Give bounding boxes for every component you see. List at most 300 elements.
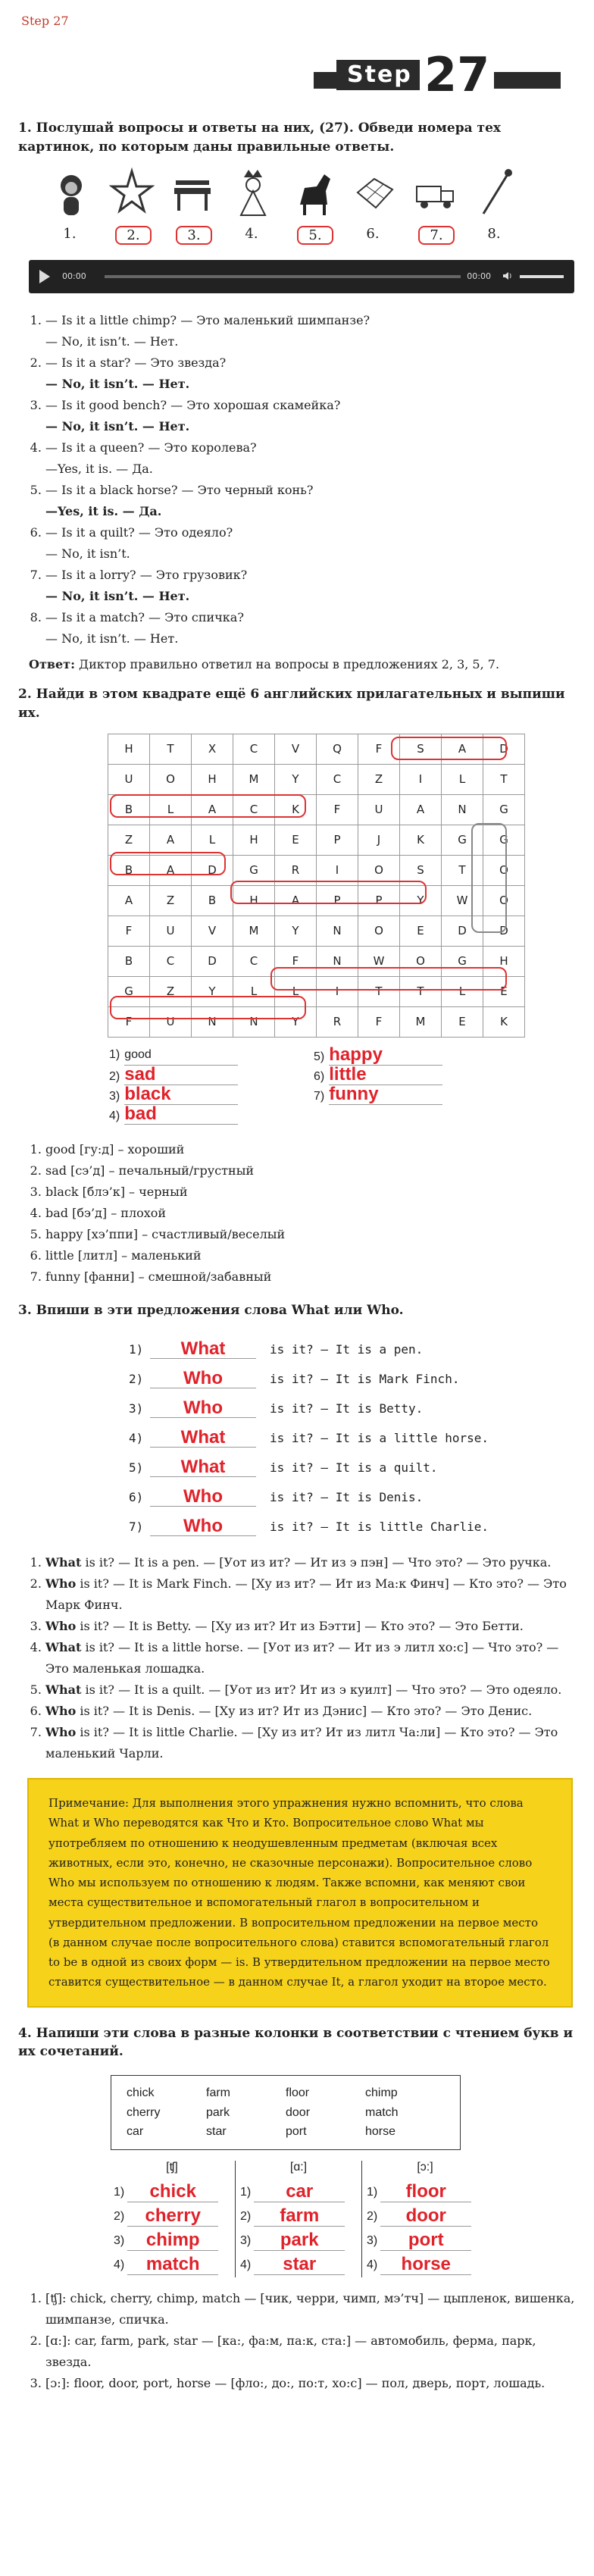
answer-row: [314, 1045, 442, 1066]
queen-icon: [230, 167, 276, 220]
vocab-item: 5. happy [хэ’ппи] – счастливый/веселый: [45, 1224, 576, 1245]
step-link[interactable]: Step 27: [21, 14, 69, 28]
picture-number: 6.: [366, 226, 380, 243]
grid-cell: C: [150, 946, 192, 976]
column-row: [367, 2180, 483, 2205]
grid-cell: C: [233, 946, 275, 976]
word-search: [108, 734, 576, 1038]
qa-item: [45, 607, 576, 649]
column-answer: match: [127, 2255, 218, 2275]
grid-cell: L: [233, 976, 275, 1006]
grid-cell: Z: [150, 885, 192, 916]
exercise-row: [129, 1423, 576, 1453]
word-box: [111, 2075, 461, 2150]
grid-cell: H: [192, 764, 233, 794]
grid-cell: N: [442, 794, 483, 825]
grid-cell: W: [358, 946, 400, 976]
qa-list: [18, 310, 576, 649]
task4-explanations: [18, 2288, 576, 2394]
grid-cell: T: [483, 764, 525, 794]
row-number: 3): [367, 2233, 378, 2247]
answer-text: — No, it isn’t.: [45, 546, 130, 562]
grid-cell: G: [108, 976, 150, 1006]
column-answer: door: [380, 2206, 471, 2227]
grid-cell: O: [483, 885, 525, 916]
question-word: What: [45, 1555, 82, 1570]
grid-cell: A: [442, 734, 483, 764]
grid-cell: I: [317, 855, 358, 885]
translation-item: [45, 1722, 576, 1764]
translation-text: is it? — It is a pen. — [Уот из ит? — Ит из э пэн] — Что это? — Это ручка.: [81, 1555, 552, 1570]
word-item: door: [286, 2105, 311, 2119]
task2-vocab-list: [18, 1139, 576, 1288]
row-number: 4): [367, 2258, 378, 2271]
translation-text: is it? — It is Betty. — [Ху из ит? Ит из Бэтти] — Кто это? — Это Бетти.: [76, 1619, 524, 1634]
step-banner: [18, 47, 576, 104]
highlight-happy: [230, 881, 427, 904]
exercise-row: [129, 1335, 576, 1364]
grid-cell: F: [358, 734, 400, 764]
grid-cell: V: [192, 916, 233, 946]
answer-text: — No, it isn’t. — Нет.: [45, 334, 179, 349]
word-item: chimp: [365, 2086, 398, 2099]
sound-column: [361, 2161, 488, 2277]
grid-cell: K: [400, 825, 442, 855]
question-text: 1. — Is it a little chimp? — Это маленький шимпанзе?: [45, 313, 370, 328]
volume-slider[interactable]: [520, 275, 564, 278]
star-icon: [109, 167, 155, 220]
question-word: Who: [45, 1704, 77, 1719]
column-header: [ʧ]: [166, 2160, 178, 2174]
grid-cell: A: [150, 825, 192, 855]
answer-number: 2): [109, 1069, 120, 1083]
horse-icon: [291, 167, 336, 220]
highlight-bad: [110, 852, 226, 875]
grid-cell: W: [442, 885, 483, 916]
grid-cell: G: [233, 855, 275, 885]
filled-answer: Who: [150, 1517, 256, 1536]
lorry-icon: [412, 167, 458, 220]
translation-item: [45, 1637, 576, 1679]
grid-cell: Y: [275, 916, 317, 946]
qa-item: [45, 395, 576, 437]
answer-text: — No, it isn’t. — Нет.: [45, 419, 190, 434]
grid-cell: O: [358, 855, 400, 885]
answer-text: — No, it isn’t. — Нет.: [45, 377, 190, 392]
word-item: port: [286, 2125, 307, 2139]
highlight-little: [270, 967, 507, 991]
grid-cell: I: [317, 976, 358, 1006]
grid-cell: D: [483, 734, 525, 764]
row-number: 5): [129, 1460, 144, 1476]
answer-row: [109, 1065, 238, 1085]
grid-cell: E: [442, 1006, 483, 1037]
task1-title: 1. Послушай вопросы и ответы на них, (27). Обведи номера тех картинок, по которым даны правильные ответы.: [18, 121, 502, 155]
qa-item: [45, 565, 576, 607]
task4-title: 4. Напиши эти слова в разные колонки в соответствии с чтением букв и их сочетаний.: [18, 2025, 574, 2060]
answer-text: — No, it isn’t. — Нет.: [45, 631, 179, 646]
sentence-rest: is it? — It is Betty.: [270, 1401, 424, 1416]
translation-text: is it? — It is Mark Finch. — [Ху из ит? — Ит из Ма:к Финч] — Кто это? — Это Марк Финч.: [45, 1576, 567, 1613]
grid-cell: O: [483, 855, 525, 885]
answer-number: 1): [109, 1047, 120, 1061]
filled-answer: What: [150, 1429, 256, 1448]
explanation-item: 2. [ɑ:]: car, farm, park, star — [ка:, фа:м, па:к, ста:] — автомобиль, ферма, парк, звезда.: [45, 2330, 576, 2373]
grid-cell: N: [233, 1006, 275, 1037]
grid-cell: G: [442, 946, 483, 976]
grid-cell: N: [317, 916, 358, 946]
answer-number: 3): [109, 1089, 120, 1103]
row-number: 2): [114, 2209, 125, 2223]
row-number: 3): [129, 1401, 144, 1416]
pictures-row: [48, 167, 576, 246]
question-text: 8. — Is it a match? — Это спичка?: [45, 610, 244, 625]
question-word: Who: [45, 1619, 77, 1634]
sentence-rest: is it? — It is a little horse.: [270, 1431, 489, 1446]
picture-number: 8.: [487, 226, 501, 243]
vocab-item: 1. good [гу:д] – хороший: [45, 1139, 576, 1160]
exercise-row: [129, 1512, 576, 1542]
translation-text: is it? — It is a quilt. — [Уот из ит? Ит из э куилт] — Что это? — Это одеяло.: [81, 1682, 562, 1698]
grid-cell: C: [233, 734, 275, 764]
grid-cell: A: [400, 794, 442, 825]
answer-row: [109, 1045, 238, 1066]
word-item: chick: [127, 2086, 155, 2099]
sentence-rest: is it? — It is little Charlie.: [270, 1520, 489, 1535]
grid-cell: B: [192, 885, 233, 916]
column-row: [240, 2205, 357, 2229]
row-number: 1): [367, 2185, 378, 2199]
qa-item: [45, 480, 576, 522]
question-text: 4. — Is it a queen? — Это королева?: [45, 440, 257, 455]
grid-cell: F: [358, 1006, 400, 1037]
grid-cell: M: [233, 764, 275, 794]
task3-translations: [18, 1552, 576, 1764]
grid-cell: J: [358, 825, 400, 855]
grid-cell: F: [108, 916, 150, 946]
monkey-icon: [48, 167, 94, 220]
grid-cell: Z: [108, 825, 150, 855]
picture-number: 7.: [418, 226, 455, 245]
answer-number: 5): [314, 1050, 325, 1063]
explanation-item: 3. [ɔ:]: floor, door, port, horse — [фло:, до:, по:т, хо:с] — пол, дверь, порт, лошадь.: [45, 2373, 576, 2394]
grid-cell: A: [150, 855, 192, 885]
filled-answer: Who: [150, 1369, 256, 1388]
column-row: [367, 2253, 483, 2277]
answer-row: [109, 1104, 238, 1125]
answer-word: good: [124, 1045, 238, 1066]
translation-item: [45, 1616, 576, 1637]
column-answer: chimp: [127, 2230, 218, 2251]
column-row: [114, 2180, 230, 2205]
row-number: 4): [129, 1431, 144, 1446]
grid-cell: C: [233, 794, 275, 825]
grid-cell: O: [150, 764, 192, 794]
grid-cell: Y: [192, 976, 233, 1006]
grid-cell: L: [442, 764, 483, 794]
sentence-rest: is it? — It is Mark Finch.: [270, 1372, 460, 1387]
row-number: 4): [240, 2258, 252, 2271]
bench-icon: [170, 167, 215, 220]
grid-cell: Y: [275, 764, 317, 794]
column-answer: port: [380, 2230, 471, 2251]
question-text: 2. — Is it a star? — Это звезда?: [45, 355, 227, 371]
grid-cell: O: [400, 946, 442, 976]
task1-answer: [29, 657, 576, 671]
filled-answer: What: [150, 1340, 256, 1359]
answer-word: bad: [124, 1104, 238, 1125]
column-row: [240, 2180, 357, 2205]
column-answer: farm: [254, 2206, 345, 2227]
column-answer: floor: [380, 2182, 471, 2202]
grid-cell: B: [108, 855, 150, 885]
picture-number: 5.: [297, 226, 333, 245]
grid-cell: E: [275, 825, 317, 855]
qa-item: [45, 437, 576, 480]
banner-step-word: Step: [336, 60, 423, 90]
column-row: [114, 2229, 230, 2253]
task2-title: 2. Найди в этом квадрате ещё 6 английских прилагательных и выпиши их.: [18, 687, 565, 721]
answer-word: little: [329, 1065, 442, 1085]
column-answer: horse: [380, 2255, 471, 2275]
grid-cell: P: [317, 885, 358, 916]
column-header: [ɔ:]: [417, 2160, 433, 2174]
grid-cell: F: [108, 1006, 150, 1037]
column-answer: chick: [127, 2182, 218, 2202]
audio-player[interactable]: [29, 260, 574, 293]
grid-cell: L: [150, 794, 192, 825]
grid-row: [108, 825, 525, 855]
answer-row: [314, 1065, 442, 1085]
grid-cell: U: [108, 764, 150, 794]
grid-cell: B: [108, 946, 150, 976]
banner-step-number: 27: [420, 51, 494, 99]
grid-cell: A: [108, 885, 150, 916]
grid-cell: H: [108, 734, 150, 764]
sentence-rest: is it? — It is Denis.: [270, 1490, 424, 1505]
row-number: 7): [129, 1520, 144, 1535]
answer-label: Ответ:: [29, 657, 75, 672]
explanation-item: 1. [ʧ]: chick, cherry, chimp, match — [чик, черри, чимп, мэ’тч] — цыпленок, вишенка, шимпанзе, спичка.: [45, 2288, 576, 2330]
vocab-item: 4. bad [бэ’д] – плохой: [45, 1203, 576, 1224]
task2-answers: [109, 1045, 576, 1128]
answer-row: [109, 1085, 238, 1105]
grid-cell: A: [275, 885, 317, 916]
grid-cell: L: [192, 825, 233, 855]
grid-cell: L: [275, 976, 317, 1006]
picture-number: 1.: [63, 226, 77, 243]
picture-number: 4.: [245, 226, 258, 243]
vocab-item: 3. black [блэ’к] – черный: [45, 1182, 576, 1203]
grid-cell: H: [233, 825, 275, 855]
task3-title: 3. Впиши в эти предложения слова What или Who.: [18, 1302, 404, 1318]
play-icon[interactable]: [39, 270, 50, 283]
grid-cell: E: [483, 976, 525, 1006]
qa-item: [45, 352, 576, 395]
answer-number: 7): [314, 1089, 325, 1103]
grid-cell: I: [400, 764, 442, 794]
note-box: Примечание: Для выполнения этого упражнения нужно вспомнить, что слова What и Who переводятся как Что и Кто. Вопросительное слово What мы употребляем по отношению к неодушевленным предметам (включая всех животных, если это, конечно, не сказочные персонажи). Вопросительное слово Who мы используем по отношению к людям. Также вспомни, как меняют свои места существительное и вспомогательный глагол в вопросительном и утвердительном предложении. В вопросительном предложении на первое место (в данном случае после вопросительного слова) ставится вспомогательный глагол to be в одной из своих форм — is. В утвердительном предложении на первое место ставится существительное — в данном случае It, а глагол уходит на второе место.: [27, 1778, 573, 2008]
question-text: 5. — Is it a black horse? — Это черный конь?: [45, 483, 314, 498]
grid-cell: P: [317, 825, 358, 855]
answer-text: —Yes, it is. — Да.: [45, 504, 162, 519]
answer-number: 4): [109, 1109, 120, 1122]
grid-cell: X: [192, 734, 233, 764]
match-icon: [473, 167, 518, 220]
grid-cell: K: [275, 794, 317, 825]
row-number: 2): [129, 1372, 144, 1387]
volume-icon[interactable]: [502, 270, 514, 282]
column-answer: car: [254, 2182, 345, 2202]
grid-cell: U: [150, 916, 192, 946]
grid-cell: N: [192, 1006, 233, 1037]
exercise-row: [129, 1453, 576, 1482]
word-item: horse: [365, 2125, 396, 2139]
translation-text: is it? — It is a little horse. — [Уот из ит? — Ит из э литл хо:с] — Что это? — Это маленькая лошадка.: [45, 1640, 559, 1676]
grid-cell: M: [233, 916, 275, 946]
row-number: 2): [367, 2209, 378, 2223]
grid-cell: H: [233, 885, 275, 916]
row-number: 3): [240, 2233, 252, 2247]
grid-cell: B: [108, 794, 150, 825]
grid-cell: U: [150, 1006, 192, 1037]
answer-word: sad: [124, 1065, 238, 1085]
grid-cell: D: [442, 916, 483, 946]
grid-cell: G: [442, 825, 483, 855]
word-item: star: [206, 2125, 227, 2139]
grid-row: [108, 764, 525, 794]
word-item: farm: [206, 2086, 230, 2099]
grid-cell: F: [275, 946, 317, 976]
column-answer: star: [254, 2255, 345, 2275]
vocab-item: 2. sad [сэ’д] – печальный/грустный: [45, 1160, 576, 1182]
column-row: [114, 2205, 230, 2229]
question-text: 6. — Is it a quilt? — Это одеяло?: [45, 525, 233, 540]
quilt-icon: [352, 167, 397, 220]
grid-cell: G: [483, 794, 525, 825]
column-header: [ɑ:]: [289, 2160, 308, 2174]
grid-cell: D: [192, 855, 233, 885]
answer-word: happy: [329, 1045, 442, 1066]
exercise-row: [129, 1394, 576, 1423]
column-row: [367, 2205, 483, 2229]
vocab-item: 6. little [литл] – маленький: [45, 1245, 576, 1266]
row-number: 4): [114, 2258, 125, 2271]
grid-cell: H: [483, 946, 525, 976]
grid-cell: D: [483, 916, 525, 946]
word-item: park: [206, 2105, 230, 2119]
grid-cell: Z: [358, 764, 400, 794]
filled-answer: What: [150, 1458, 256, 1477]
question-word: What: [45, 1640, 82, 1655]
task3-exercise: [129, 1335, 576, 1542]
row-number: 3): [114, 2233, 125, 2247]
row-number: 6): [129, 1490, 144, 1505]
grid-cell: Z: [150, 976, 192, 1006]
column-row: [240, 2253, 357, 2277]
grid-cell: A: [192, 794, 233, 825]
row-number: 1): [240, 2185, 252, 2199]
word-item: match: [365, 2105, 399, 2119]
audio-total-time: 00:00: [467, 271, 491, 282]
filled-answer: Who: [150, 1399, 256, 1418]
row-number: 1): [114, 2185, 125, 2199]
grid-cell: M: [400, 1006, 442, 1037]
grid-cell: T: [442, 855, 483, 885]
grid-cell: F: [317, 794, 358, 825]
grid-cell: T: [150, 734, 192, 764]
answer-word: funny: [329, 1085, 442, 1105]
vocab-item: 7. funny [фанни] – смешной/забавный: [45, 1266, 576, 1288]
column-answer: park: [254, 2230, 345, 2251]
question-word: Who: [45, 1576, 77, 1592]
question-word: What: [45, 1682, 82, 1698]
grid-cell: C: [317, 764, 358, 794]
word-item: cherry: [127, 2105, 161, 2119]
grid-cell: N: [317, 946, 358, 976]
highlight-funny: [110, 996, 306, 1019]
grid-cell: E: [400, 916, 442, 946]
audio-current-time: 00:00: [62, 271, 86, 282]
grid-cell: K: [483, 1006, 525, 1037]
picture-number: 3.: [176, 226, 212, 245]
translation-item: [45, 1573, 576, 1616]
sound-column: [235, 2161, 361, 2277]
grid-cell: L: [442, 976, 483, 1006]
column-row: [240, 2229, 357, 2253]
question-word: Who: [45, 1725, 77, 1740]
filled-answer: Who: [150, 1488, 256, 1507]
grid-cell: U: [358, 794, 400, 825]
answer-text: — No, it isn’t. — Нет.: [45, 589, 190, 604]
grid-cell: S: [400, 855, 442, 885]
answer-text: —Yes, it is. — Да.: [45, 462, 153, 477]
translation-item: [45, 1552, 576, 1573]
grid-cell: T: [358, 976, 400, 1006]
grid-cell: Q: [317, 734, 358, 764]
grid-cell: D: [192, 946, 233, 976]
question-text: 7. — Is it a lorry? — Это грузовик?: [45, 568, 248, 583]
grid-cell: V: [275, 734, 317, 764]
grid-cell: R: [275, 855, 317, 885]
row-number: 2): [240, 2209, 252, 2223]
exercise-row: [129, 1482, 576, 1512]
highlight-good: [471, 823, 507, 933]
picture-number: 2.: [115, 226, 152, 245]
grid-cell: T: [400, 976, 442, 1006]
grid-row: [108, 916, 525, 946]
translation-text: is it? — It is Denis. — [Ху из ит? Ит из Дэнис] — Кто это? — Это Денис.: [76, 1704, 533, 1719]
grid-cell: Y: [275, 1006, 317, 1037]
translation-item: [45, 1679, 576, 1701]
exercise-row: [129, 1364, 576, 1394]
qa-item: [45, 522, 576, 565]
sentence-rest: is it? — It is a pen.: [270, 1342, 424, 1357]
grid-cell: P: [358, 885, 400, 916]
qa-item: [45, 310, 576, 352]
audio-progress-track[interactable]: [105, 275, 461, 278]
column-answer: cherry: [127, 2206, 218, 2227]
answer-row: [314, 1085, 442, 1105]
highlight-black: [110, 794, 306, 818]
answer-number: 6): [314, 1069, 325, 1083]
word-item: car: [127, 2125, 144, 2139]
answer-word: black: [124, 1085, 238, 1105]
sound-column: [109, 2161, 235, 2277]
sound-columns: [109, 2161, 488, 2277]
grid-cell: R: [317, 1006, 358, 1037]
row-number: 1): [129, 1342, 144, 1357]
